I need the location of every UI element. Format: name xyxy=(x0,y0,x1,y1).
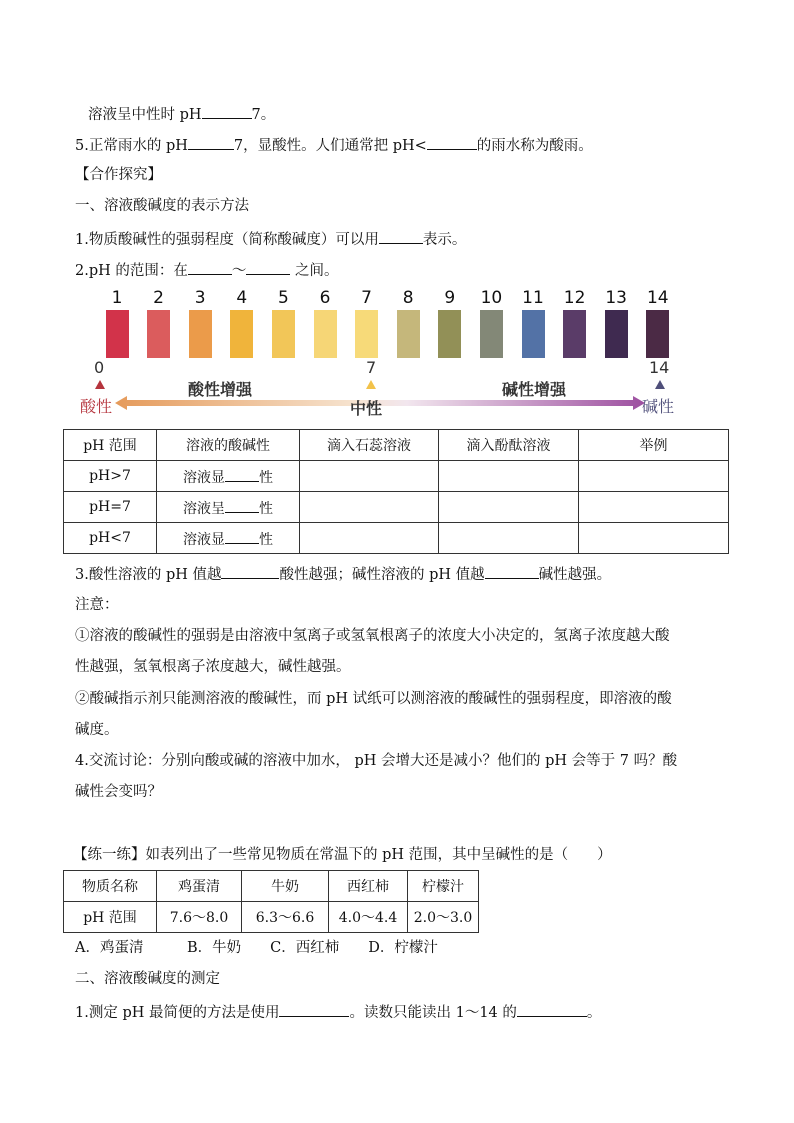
text: 1.测定 pH 最简便的方法是使用 xyxy=(75,1005,280,1021)
text: 酸性越强；碱性溶液的 pH 值越 xyxy=(279,567,485,583)
note-2-line-2: 碱度。 xyxy=(75,722,119,738)
answer-blank[interactable] xyxy=(427,134,477,150)
nature-cell xyxy=(157,461,300,492)
ph-scale-figure xyxy=(80,288,720,418)
value-cell: 4.0～4.4 xyxy=(329,902,408,933)
answer-blank[interactable] xyxy=(221,563,279,579)
ph-color-swatch xyxy=(480,310,503,358)
text: 1.物质酸碱性的强弱程度（简称酸碱度）可以用 xyxy=(75,232,379,248)
question-1 xyxy=(75,228,466,250)
nature-cell xyxy=(157,523,300,554)
value-cell: 7.6～8.0 xyxy=(157,902,242,933)
value-cell: 2.0～3.0 xyxy=(408,902,479,933)
ph-number-label: 3 xyxy=(194,288,206,308)
basic-label: 碱性 xyxy=(642,397,675,416)
text: 溶液显 xyxy=(183,469,225,486)
empty-cell[interactable] xyxy=(579,461,729,492)
nature-cell xyxy=(157,492,300,523)
table-row xyxy=(64,461,729,492)
acidic-label: 酸性 xyxy=(80,397,113,416)
question-2 xyxy=(75,259,338,281)
answer-blank[interactable] xyxy=(246,259,290,275)
section-heading-coop: 【合作探究】 xyxy=(75,167,162,183)
ph-color-swatch xyxy=(397,310,420,358)
acid-marker-icon xyxy=(95,380,105,389)
table-row xyxy=(64,523,729,554)
empty-cell[interactable] xyxy=(300,523,439,554)
empty-cell[interactable] xyxy=(579,523,729,554)
empty-cell[interactable] xyxy=(439,461,579,492)
ph-color-swatch xyxy=(646,310,669,358)
empty-cell[interactable] xyxy=(300,492,439,523)
text: 。 xyxy=(586,1005,602,1021)
text: 溶液显 xyxy=(183,531,225,548)
note-2-line-1: ②酸碱指示剂只能测溶液的酸碱性，而 pH 试纸可以测溶液的酸碱性的强弱程度，即溶液的酸 xyxy=(75,691,672,707)
practice-question: 【练一练】如表列出了一些常见物质在常温下的 pH 范围，其中呈碱性的是（ ） xyxy=(73,847,612,863)
text: 表示。 xyxy=(422,232,467,248)
header-cell: 滴入石蕊溶液 xyxy=(300,430,439,461)
ph-number-label: 10 xyxy=(480,288,503,308)
text: 溶液呈中性时 pH xyxy=(88,107,202,123)
question-3 xyxy=(75,563,611,585)
empty-cell[interactable] xyxy=(439,523,579,554)
answer-blank[interactable] xyxy=(225,466,259,482)
note-1-line-2: 性越强，氢氧根离子浓度越大，碱性越强。 xyxy=(75,659,351,675)
ph-number-label: 13 xyxy=(605,288,627,308)
ph-color-swatch xyxy=(605,310,628,358)
ph-number-label: 9 xyxy=(444,288,456,308)
empty-cell[interactable] xyxy=(579,492,729,523)
text: 性 xyxy=(259,531,273,548)
axis-mid-label: 7 xyxy=(366,358,377,377)
ph-number-label: 12 xyxy=(563,288,586,308)
answer-blank[interactable] xyxy=(485,563,539,579)
header-cell: 牛奶 xyxy=(242,871,329,902)
header-cell: 西红柿 xyxy=(329,871,408,902)
value-cell: 6.3～6.6 xyxy=(242,902,329,933)
ph-range-cell: pH>7 xyxy=(64,461,157,492)
text: 7。 xyxy=(251,107,276,123)
ph-number-label: 2 xyxy=(153,288,164,308)
header-cell: 滴入酚酞溶液 xyxy=(439,430,579,461)
ph-color-swatch xyxy=(563,310,586,358)
ph-color-swatch xyxy=(272,310,295,358)
ph-color-swatch xyxy=(106,310,129,358)
ph-color-swatch xyxy=(314,310,337,358)
neutral-marker-icon xyxy=(366,380,376,389)
text: 溶液呈 xyxy=(183,500,225,517)
ph-range-cell: pH=7 xyxy=(64,492,157,523)
neutral-label: 中性 xyxy=(350,399,383,418)
ph-color-swatch xyxy=(147,310,170,358)
answer-blank[interactable] xyxy=(225,528,259,544)
table-row xyxy=(64,902,479,933)
answer-blank[interactable] xyxy=(279,1001,349,1017)
text: 2.pH 的范围：在 xyxy=(75,263,188,279)
text: 7，显酸性。人们通常把 pH< xyxy=(233,138,427,154)
section-1-title: 一、溶液酸碱度的表示方法 xyxy=(75,198,249,214)
base-stronger-label: 碱性增强 xyxy=(502,380,567,399)
ph-color-swatch xyxy=(189,310,212,358)
answer-options: A．鸡蛋清 B．牛奶 C．西红柿 D．柠檬汁 xyxy=(75,940,438,956)
table-row xyxy=(64,492,729,523)
text: 之间。 xyxy=(290,263,339,279)
ph-number-label: 7 xyxy=(361,288,372,308)
question-4-line-2: 碱性会变吗？ xyxy=(75,784,162,800)
text: 的雨水称为酸雨。 xyxy=(476,138,593,154)
ph-color-swatch xyxy=(230,310,253,358)
section-2-title: 二、溶液酸碱度的测定 xyxy=(75,971,220,987)
header-cell: 柠檬汁 xyxy=(408,871,479,902)
note-title: 注意： xyxy=(75,597,119,613)
acid-stronger-label: 酸性增强 xyxy=(188,380,253,399)
empty-cell[interactable] xyxy=(300,461,439,492)
base-marker-icon xyxy=(655,380,665,389)
header-cell: 举例 xyxy=(579,430,729,461)
text: 5.正常雨水的 pH xyxy=(75,138,188,154)
measure-question-1 xyxy=(75,1001,601,1023)
text: 3.酸性溶液的 pH 值越 xyxy=(75,567,222,583)
answer-blank[interactable] xyxy=(517,1001,587,1017)
neutral-ph-line xyxy=(88,103,275,125)
axis-start-label: 0 xyxy=(94,358,105,377)
ph-number-label: 4 xyxy=(236,288,248,308)
ph-color-swatch xyxy=(522,310,545,358)
text: ～ xyxy=(231,263,247,279)
header-cell: 物质名称 xyxy=(64,871,157,902)
row-label-cell: pH 范围 xyxy=(64,902,157,933)
ph-number-label: 11 xyxy=(522,288,544,308)
header-cell: 鸡蛋清 xyxy=(157,871,242,902)
answer-blank[interactable] xyxy=(379,228,423,244)
answer-blank[interactable] xyxy=(202,103,252,119)
ph-color-swatch xyxy=(355,310,378,358)
substance-ph-table xyxy=(63,870,479,933)
ph-number-label: 5 xyxy=(277,288,289,308)
ph-range-cell: pH<7 xyxy=(64,523,157,554)
answer-blank[interactable] xyxy=(188,259,232,275)
ph-number-label: 14 xyxy=(646,288,669,308)
header-cell: pH 范围 xyxy=(64,430,157,461)
text: 碱性越强。 xyxy=(538,567,612,583)
note-1-line-1: ①溶液的酸碱性的强弱是由溶液中氢离子或氢氧根离子的浓度大小决定的，氢离子浓度越大酸 xyxy=(75,628,670,644)
question-4-line-1: 4.交流讨论：分别向酸或碱的溶液中加水， pH 会增大还是减小？他们的 pH 会等于 7 吗？酸 xyxy=(75,753,678,769)
header-cell: 溶液的酸碱性 xyxy=(157,430,300,461)
ph-number-label: 8 xyxy=(402,288,414,308)
ph-property-table xyxy=(63,429,729,554)
ph-color-swatch xyxy=(438,310,461,358)
rain-ph-line xyxy=(75,134,593,156)
ph-number-label: 6 xyxy=(319,288,331,308)
ph-number-label: 1 xyxy=(111,288,123,308)
answer-blank[interactable] xyxy=(188,134,234,150)
text: 性 xyxy=(259,469,273,486)
empty-cell[interactable] xyxy=(439,492,579,523)
text: 。读数只能读出 1～14 的 xyxy=(349,1005,517,1021)
axis-end-label: 14 xyxy=(649,358,670,377)
text: 性 xyxy=(259,500,273,517)
answer-blank[interactable] xyxy=(225,497,259,513)
